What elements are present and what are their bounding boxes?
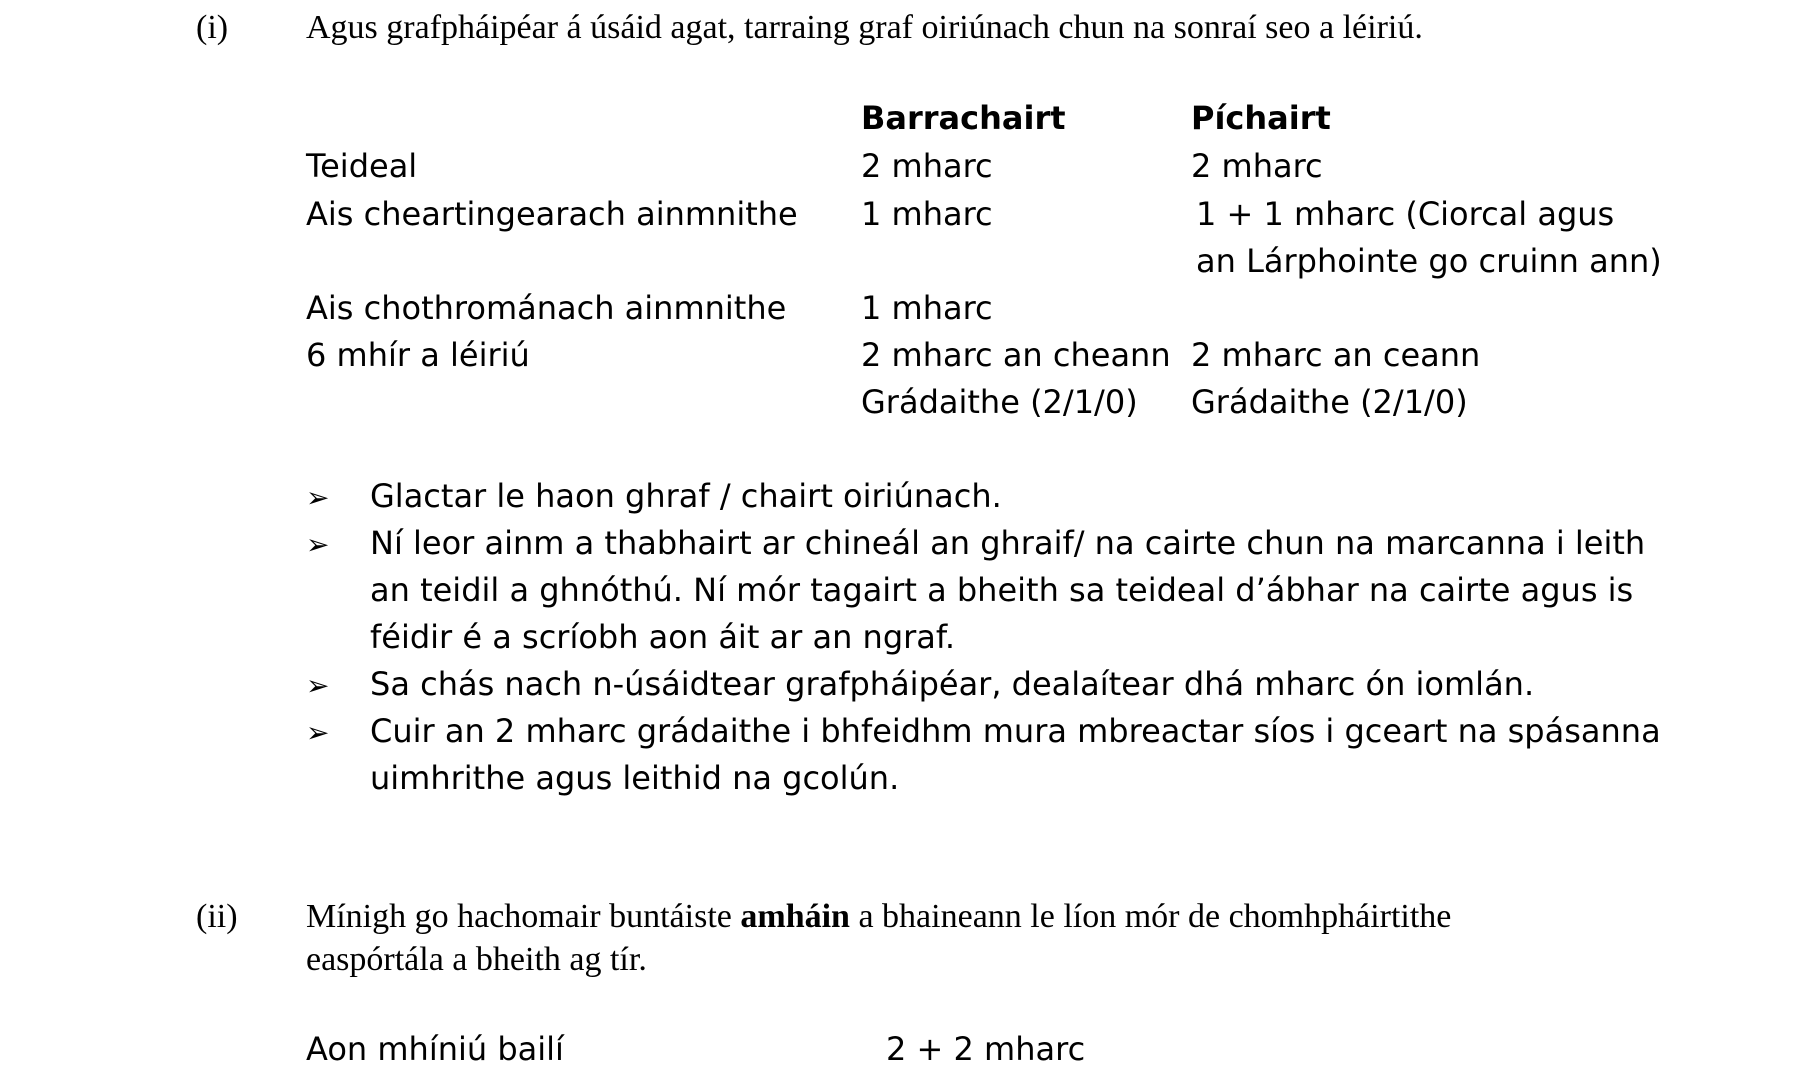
arrowhead-bullet-icon: ➢ <box>306 481 330 514</box>
arrowhead-bullet-icon: ➢ <box>306 669 330 702</box>
header-barrachairt: Barrachairt <box>861 99 1066 137</box>
note-line: an teidil a ghnóthú. Ní mór tagairt a bheith sa teideal d’ábhar na cairte agus is <box>370 571 1634 609</box>
note-line: Ní leor ainm a thabhairt ar chineál an ghraif/ na cairte chun na marcanna i leith <box>370 524 1646 562</box>
prompt-text: a bhaineann le líon mór de chomhpháirtithe <box>849 898 1452 935</box>
prompt-emphasis: amháin <box>740 898 850 935</box>
row-bar-horizontal-axis: 1 mharc <box>861 289 993 327</box>
row-label-horizontal-axis: Ais chothrománach ainmnithe <box>306 289 787 327</box>
question-prompt-ii <box>306 897 1451 936</box>
answer-label: Aon mhíniú bailí <box>306 1030 564 1068</box>
header-pichairt: Píchairt <box>1191 99 1331 137</box>
arrowhead-bullet-icon: ➢ <box>306 528 330 561</box>
row-pie-six-items-graded: Grádaithe (2/1/0) <box>1191 383 1468 421</box>
arrowhead-bullet-icon: ➢ <box>306 716 330 749</box>
row-label-teideal: Teideal <box>306 147 418 185</box>
prompt-text: Mínigh go hachomair buntáiste <box>306 898 741 935</box>
row-label-vertical-axis: Ais cheartingearach ainmnithe <box>306 195 798 233</box>
note-line: uimhrithe agus leithid na gcolún. <box>370 759 900 797</box>
note-line: Sa chás nach n-úsáidtear grafpháipéar, dealaítear dhá mharc ón iomlán. <box>370 665 1535 703</box>
question-prompt-i: Agus grafpháipéar á úsáid agat, tarraing graf oiriúnach chun na sonraí seo a léiriú. <box>306 9 1423 46</box>
row-bar-six-items: 2 mharc an cheann <box>861 336 1171 374</box>
row-bar-six-items-graded: Grádaithe (2/1/0) <box>861 383 1138 421</box>
row-pie-six-items: 2 mharc an ceann <box>1191 336 1481 374</box>
question-number-i: (i) <box>196 9 229 46</box>
row-pie-vertical-axis: 1 + 1 mharc (Ciorcal agus <box>1196 195 1615 233</box>
note-line: Glactar le haon ghraf / chairt oiriúnach. <box>370 477 1002 515</box>
answer-marks: 2 + 2 mharc <box>886 1030 1086 1068</box>
row-bar-teideal: 2 mharc <box>861 147 993 185</box>
row-pie-vertical-axis-cont: an Lárphointe go cruinn ann) <box>1196 242 1662 280</box>
row-pie-teideal: 2 mharc <box>1191 147 1323 185</box>
question-number-ii: (ii) <box>196 898 238 935</box>
note-line: féidir é a scríobh aon áit ar an ngraf. <box>370 618 955 656</box>
row-label-six-items: 6 mhír a léiriú <box>306 336 530 374</box>
question-prompt-ii-cont: easpórtála a bheith ag tír. <box>306 941 647 978</box>
row-bar-vertical-axis: 1 mharc <box>861 195 993 233</box>
note-line: Cuir an 2 mharc grádaithe i bhfeidhm mura mbreactar síos i gceart na spásanna <box>370 712 1661 750</box>
